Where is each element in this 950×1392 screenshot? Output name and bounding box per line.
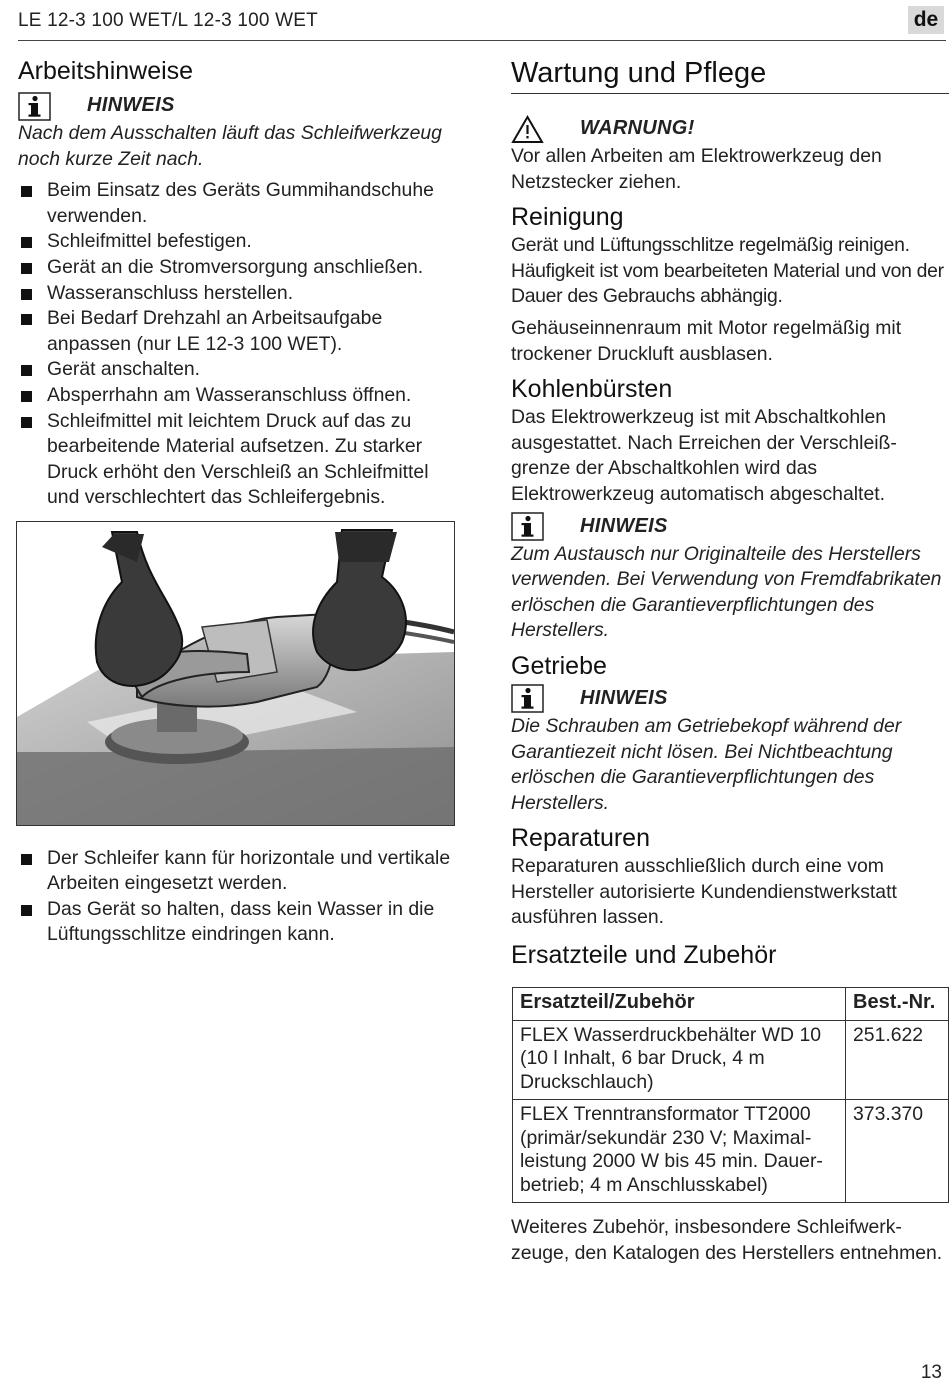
document-header-title: LE 12-3 100 WET/L 12-3 100 WET	[18, 10, 318, 31]
warning-text: Vor allen Arbeiten am Elektrowerkzeug den Netzstecker ziehen.	[511, 145, 882, 193]
warning-label: WARNUNG!	[580, 117, 695, 140]
repairs-heading: Reparaturen	[511, 824, 650, 853]
table-header-row	[513, 988, 949, 1021]
list-item: Gerät anschalten.	[18, 357, 463, 383]
maintenance-heading: Wartung und Pflege	[511, 57, 767, 89]
notice-text: Zum Austausch nur Originalteile des Herstellers verwenden. Bei Verwendung von Fremdfabrikaten erlöschen die Garantieverpflichtungen des Herstellers.	[511, 542, 942, 642]
parts-table	[512, 987, 949, 1203]
notice-box	[511, 684, 949, 714]
table-row	[513, 1020, 949, 1100]
page-number: 13	[920, 1362, 942, 1383]
notice-label: HINWEIS	[580, 514, 668, 537]
right-column	[511, 55, 949, 1266]
list-item: Wasseranschluss herstellen.	[18, 281, 463, 307]
notice-text: Die Schrauben am Getriebekopf während der Garantiezeit nicht lösen. Bei Nichtbeachtung erlöschen die Garantieverpflichtungen des Herstellers.	[511, 714, 902, 814]
notice-text: Nach dem Ausschalten läuft das Schleifwerkzeug noch kurze Zeit nach.	[18, 122, 442, 170]
column-header: Best.-Nr.	[846, 988, 949, 1021]
cleaning-paragraph: Gerät und Lüftungsschlitze regelmäßig reinigen. Häufigkeit ist vom bearbeiteten Material und von der Dauer des Gebrauchs abhängig.	[511, 234, 944, 308]
repairs-paragraph: Reparaturen ausschließlich durch eine vom Hersteller autorisierte Kundendienstwerkstatt ausführen lassen.	[511, 855, 897, 929]
parts-heading: Ersatzteile und Zubehör	[511, 941, 777, 970]
notice-box	[511, 512, 949, 542]
language-badge: de	[908, 6, 944, 34]
list-item: Absperrhahn am Wasseranschluss öffnen.	[18, 383, 463, 409]
brushes-paragraph: Das Elektrowerkzeug ist mit Abschaltkohlen ausgestattet. Nach Erreichen der Verschleiß-grenze der Abschaltkohlen wird das Elektrowerkzeug automatisch abgeschaltet.	[511, 406, 897, 505]
list-item: Bei Bedarf Drehzahl an Arbeitsaufgabe anpassen (nur LE 12-3 100 WET).	[18, 306, 463, 357]
table-cell-item: FLEX Trenntransformator TT2000 (primär/sekundär 230 V; Maximal-leistung 2000 W bis 45 min. Dauer-betrieb; 4 m Anschlusskabel)	[513, 1100, 846, 1203]
notice-label: HINWEIS	[580, 687, 668, 710]
cleaning-heading: Reinigung	[511, 203, 624, 232]
list-item: Das Gerät so halten, dass kein Wasser in die Lüftungsschlitze eindringen kann.	[18, 897, 463, 948]
working-instructions-heading: Arbeitshinweise	[18, 57, 194, 85]
table-cell-number: 251.622	[846, 1020, 949, 1100]
heading-divider	[511, 93, 949, 94]
info-icon	[511, 684, 544, 713]
usage-notes-list	[18, 846, 463, 948]
warning-triangle-icon	[511, 115, 544, 144]
gearbox-heading: Getriebe	[511, 651, 607, 680]
column-header: Ersatzteil/Zubehör	[513, 988, 846, 1021]
info-icon	[511, 512, 544, 541]
grinder-illustration	[16, 521, 455, 826]
table-cell-item: FLEX Wasserdruckbehälter WD 10 (10 l Inhalt, 6 bar Druck, 4 m Druckschlauch)	[513, 1020, 846, 1100]
list-item: Schleifmittel mit leichtem Druck auf das zu bearbeitende Material aufsetzen. Zu starker Druck erhöht den Verschleiß an Schleifmittel und verschlechtert das Schleifergebnis.	[18, 409, 463, 511]
table-row	[513, 1100, 949, 1203]
work-steps-list	[18, 178, 463, 511]
warning-box	[511, 114, 949, 144]
list-item: Der Schleifer kann für horizontale und vertikale Arbeiten eingesetzt werden.	[18, 846, 463, 897]
list-item: Beim Einsatz des Geräts Gummihandschuhe verwenden.	[18, 178, 463, 229]
notice-box	[18, 91, 463, 121]
list-item: Schleifmittel befestigen.	[18, 229, 463, 255]
list-item: Gerät an die Stromversorgung anschließen.	[18, 255, 463, 281]
parts-footer-text: Weiteres Zubehör, insbesondere Schleifwerk-zeuge, den Katalogen des Herstellers entnehmen.	[511, 1216, 943, 1264]
brushes-heading: Kohlenbürsten	[511, 375, 673, 404]
header-divider	[18, 40, 946, 41]
notice-label: HINWEIS	[87, 94, 175, 117]
table-cell-number: 373.370	[846, 1100, 949, 1203]
left-column	[18, 55, 463, 948]
info-icon	[18, 92, 51, 121]
cleaning-paragraph-2: Gehäuseinnenraum mit Motor regelmäßig mit trockener Druckluft ausblasen.	[511, 316, 902, 365]
